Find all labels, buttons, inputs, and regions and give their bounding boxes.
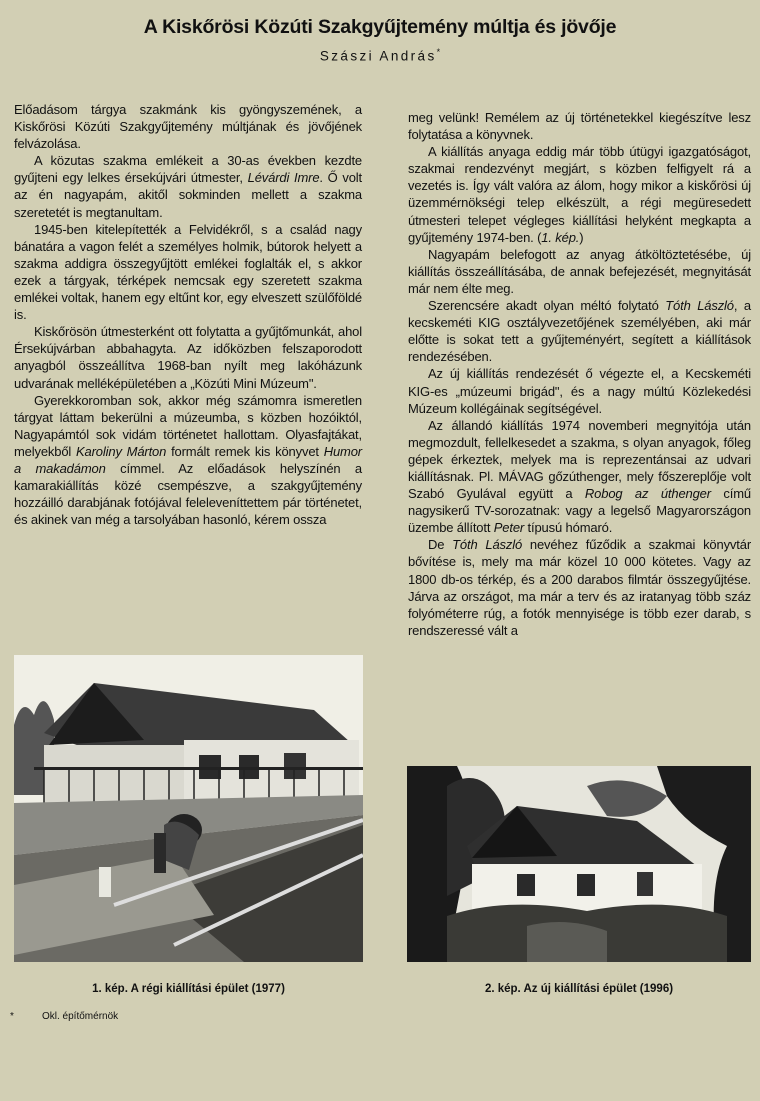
text-run: című nagysikerű TV-sorozatnak: vagy a legelső Magyarországon üzembe állított [408,486,751,536]
photo-caption-1: 1. kép. A régi kiállítási épület (1977) [92,983,285,995]
text-run: Gyerekkoromban sok, akkor még számomra ismeretlen tárgyat láttam bekerülni a múzeumba, s közben hozóiktól, Nagyapámtól sok vidám történetet hallottam. Olyasfajtákat, melyekből [14,392,362,459]
book-title: Humor a makadámon [14,443,362,476]
footnote [10,1011,118,1022]
person-name: Tóth László [665,298,734,314]
paragraph: Előadásom tárgya szakmánk kis gyöngyszemének, a Kiskőrösi Közúti Szakgyűjtemény múltjának és jövőjének felvázolása. [14,102,362,152]
text-run: A közutas szakma emlékeit a 30-as években kezdte gyűjteni egy lelkes érsekújvári útmester, [14,153,362,186]
person-name: Tóth László [452,537,523,553]
figure-reference: 1. kép. [541,229,580,245]
footnote-marker: * [10,1011,14,1022]
paragraph [14,392,362,529]
paragraph: meg velünk! Remélem az új történetekkel kiegészítve lesz folytatása a könyvnek. [408,110,751,143]
article-title: A Kiskőrösi Közúti Szakgyűjtemény múltja és jövője [143,16,617,38]
photo-old-building [14,655,363,962]
paragraph [14,152,362,220]
person-name: Karoliny Márton [76,443,167,459]
tv-series-title: Robog az úthenger [584,486,711,502]
paragraph [408,297,751,365]
footnote-text: Okl. építőmérnök [42,1011,119,1022]
text-run: címmel. Az előadások helyszínén a kamarakiállítás közé csempészve, a szakgyűjtemény hozzáilló darabjának fotójával feleleveníttettem pár történetet, és akinek van még a tarsolyában hasonló, kérem ossza [14,460,363,528]
text-run: . Ő volt az én nagyapám, akitől sokminden mellett a szakma szeretetét is megtanultam. [14,170,363,220]
author-footnote-mark: * [436,47,441,57]
text-column-left [14,101,362,528]
person-name: Lévárdi Imre [247,170,320,186]
text-run: , a kecskeméti KIG osztályvezetőjének személyében, aki már előtte is sokat tett a gyűjteményért, segített a kiállítások rendezésében. [408,298,751,365]
paragraph: Nagyapám belefogott az anyag átköltöztetésébe, új kiállítás összeállításába, de annak befejezését, megnyitását már nem élte meg. [408,246,751,296]
text-run: A kiállítás anyaga eddig már több útügyi igazgatóságot, szakmai rendezvényt megjárt, s közben felfigyelt rá a vezetés is. Így vált valóra az álom, hogy mikor a kiskőrösi új üzemmérnökségi telep elkészült, a régi megüresedett útmesteri telepet végleges kiállítási helyként megkapta a gyűjtemény 1974-ben. ( [408,144,751,245]
text-run: Az állandó kiállítás 1974 novemberi megnyitója után megmozdult, fellelkesedet a szakma, s olyan anyagok, főleg gépek érkeztek, melyek ma is reprezentánsai az udvari kiállításnak. Pl. MÁVAG gőzúthenger, mely főszereplője volt Szabó Gyulával együtt a [408,417,751,502]
paragraph: Kiskőrösön útmesterként ott folytatta a gyűjtőmunkát, ahol Érsekújvárban abbahagyta. Az időközben felszaporodott anyagból összeállítva 1968-ban nyílt meg lakóházunk udvarának melléképületében a „Közúti Mini Múzeum". [14,324,362,391]
paragraph: 1945-ben kitelepítették a Felvidékről, s a család nagy bánatára a vagon felét a személyes holmik, bútorok helyett a szakma addigra összegyűjtött emlékei foglalták el, s akkor ezek a tárgyak, térképek nemcsak egy szeretett szakma emlékei voltak, hanem egy eltűnt kor, egy elveszett szülőföldé is. [14,221,362,323]
text-run: De [428,537,453,553]
text-run: formált remek kis könyvet [166,443,324,459]
paragraph [408,143,751,246]
text-run: típusú hómaró. [524,520,613,536]
author-line [0,47,760,64]
paragraph [408,536,751,639]
author-name: Szászi András [319,48,437,64]
paragraph [408,417,751,537]
photo-caption-2: 2. kép. Az új kiállítási épület (1996) [484,983,674,995]
text-run: ) [579,229,584,245]
text-run: nevéhez fűződik a szakmai könyvtár bővítése is, mely ma már közel 10 000 kötetes. Vagy az 1800 db-os térkép, és a 200 darabos filmtár összegyűjtése. Járva az országot, ma már a terv és az iratanyag több száz folyóméterre rúg, a fotók mennyisége is több ezer darab, s rendszeressé vált a [408,537,751,638]
photo-new-building [407,766,751,962]
text-run: Szerencsére akadt olyan méltó folytató [428,298,666,314]
machine-name: Peter [493,520,525,536]
paragraph: Az új kiállítás rendezését ő végezte el, a Kecskeméti KIG-es „múzeumi brigád", és a nagy múltú Közlekedési Múzeum kollégáinak segítségével. [408,366,751,416]
text-column-right [408,109,751,639]
